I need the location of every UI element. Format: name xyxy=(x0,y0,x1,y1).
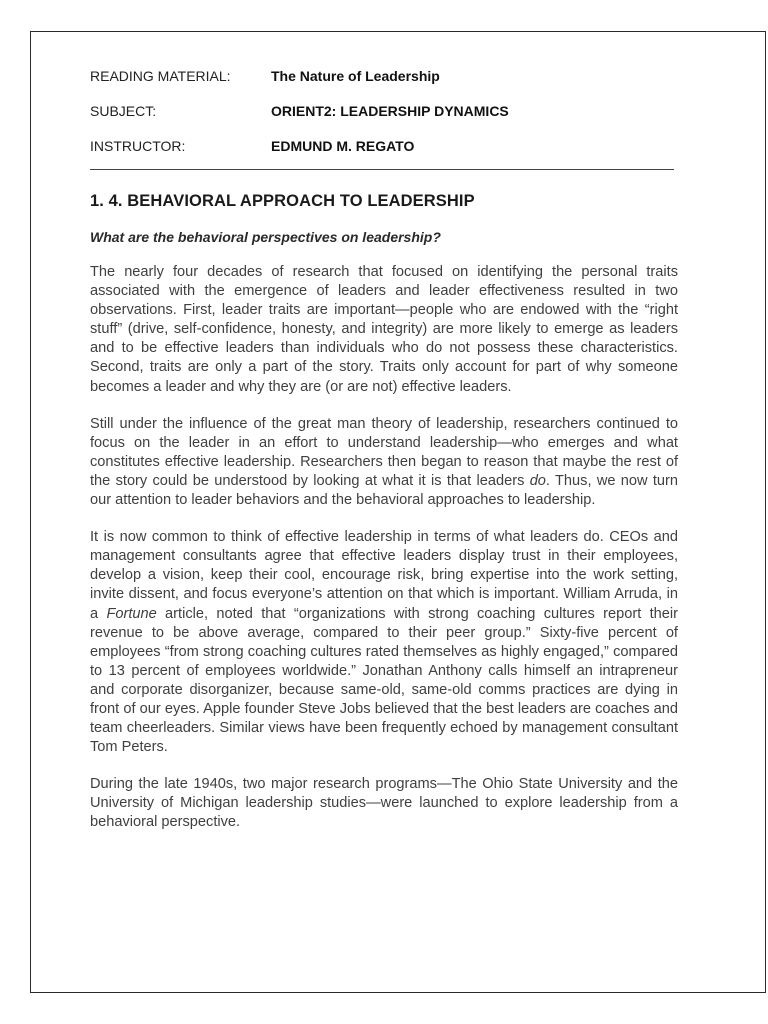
section-question: What are the behavioral perspectives on leadership? xyxy=(90,229,441,245)
section-title: 1. 4. BEHAVIORAL APPROACH TO LEADERSHIP xyxy=(90,192,475,210)
instructor-label: INSTRUCTOR: xyxy=(90,137,186,154)
paragraph-3-text-b: article, noted that “organizations with strong coaching cultures report their revenue to be above average, compared to their peer group.” Sixty-five percent of employees “from strong coaching cultures rated themselves as highly engaged,” compared to 13 percent of employees worldwide.” Jonathan Anthony calls himself an intrapreneur and corporate disorganizer, because same-old, same-old comms practices are dying in front of our eyes. Apple founder Steve Jobs believed that the best leaders are coaches and team cheerleaders. Similar views have been frequently echoed by management consultant Tom Peters. xyxy=(90,605,678,756)
subject-row xyxy=(90,93,678,128)
subject-value: ORIENT2: LEADERSHIP DYNAMICS xyxy=(271,102,509,119)
instructor-row xyxy=(90,128,678,163)
paragraph-4: During the late 1940s, two major research programs—The Ohio State University and the University of Michigan leadership studies—were launched to explore leadership from a behavioral perspective. xyxy=(90,776,678,831)
document-content xyxy=(90,58,678,833)
subject-label: SUBJECT: xyxy=(90,102,157,119)
instructor-value: EDMUND M. REGATO xyxy=(271,137,415,154)
reading-material-label: READING MATERIAL: xyxy=(90,67,231,84)
header-divider xyxy=(90,169,674,170)
paragraph-3 xyxy=(90,528,678,757)
paragraph-2-text-b: . Thus, we now turn our attention to leader behaviors and the behavioral approaches to leadership. xyxy=(90,472,678,509)
reading-material-value: The Nature of Leadership xyxy=(271,67,440,84)
paragraph-3-emphasis: Fortune xyxy=(106,605,157,622)
paragraph-2 xyxy=(90,415,678,510)
paragraph-3-text-a: It is now common to think of effective leadership in terms of what leaders do. CEOs and management consultants agree that effective leaders display trust in their employees, develop a vision, keep their cool, encourage risk, bring expertise into the work setting, invite dissent, and focus everyone’s attention on that which is important. William Arruda, in a xyxy=(90,529,678,622)
reading-material-row xyxy=(90,58,678,93)
paragraph-1: The nearly four decades of research that focused on identifying the personal traits associated with the emergence of leaders and leader effectiveness resulted in two observations. First, leader traits are important—people who are endowed with the “right stuff” (drive, self-confidence, honesty, and integrity) are more likely to emerge as leaders and to be effective leaders than individuals who do not possess these characteristics. Second, traits are only a part of the story. Traits only account for part of why someone becomes a leader and why they are (or are not) effective leaders. xyxy=(90,264,678,395)
paragraph-2-text-a: Still under the influence of the great man theory of leadership, researchers continued to focus on the leader in an effort to understand leadership—who emerges and what constitutes effective leadership. Researchers then began to reason that maybe the rest of the story could be understood by looking at what it is that leaders xyxy=(90,415,678,489)
paragraph-2-emphasis: do xyxy=(529,472,546,489)
